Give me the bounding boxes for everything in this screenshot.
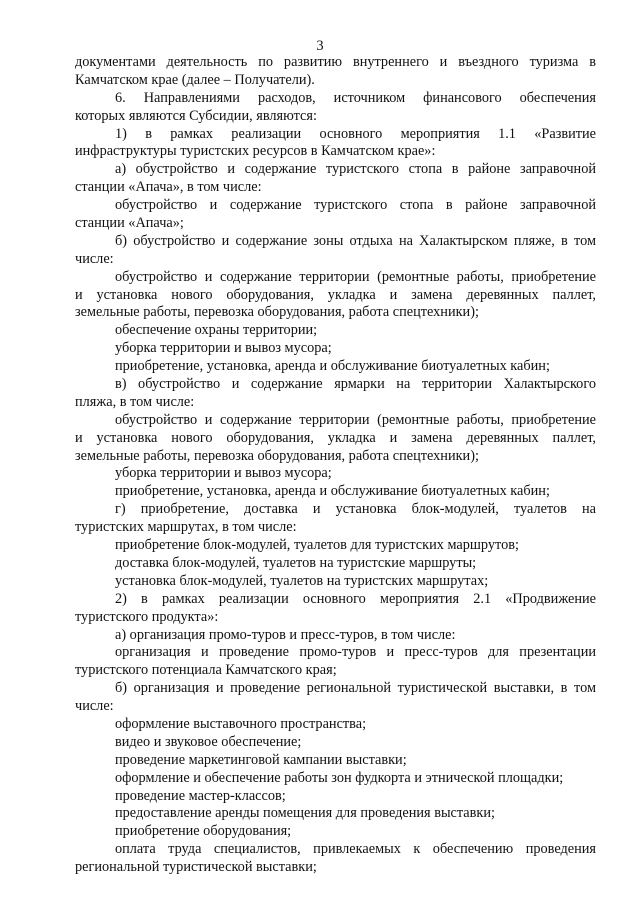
document-body (75, 54, 596, 877)
text-line: а) обустройство и содержание туристского стопа в районе заправочной (115, 161, 596, 178)
text-line: и установка нового оборудования, укладка и замена деревянных паллет, (75, 286, 596, 303)
text-line: земельные работы, перевозка оборудования, работа спецтехники); (75, 304, 479, 321)
text-line: обеспечение охраны территории; (115, 322, 318, 339)
text-line: видео и звуковое обеспечение; (115, 733, 302, 750)
text-line: б) организация и проведение региональной туристической выставки, в том (115, 680, 596, 697)
text-line: обустройство и содержание территории (ремонтные работы, приобретение (115, 411, 596, 428)
text-line: уборка территории и вывоз мусора; (115, 465, 332, 482)
text-line: станции «Апача», в том числе: (75, 179, 262, 196)
text-line: региональной туристической выставки; (75, 859, 317, 876)
text-line: пляжа, в том числе: (75, 393, 195, 410)
text-line: уборка территории и вывоз мусора; (115, 340, 332, 357)
text-line: в) обустройство и содержание ярмарки на территории Халактырского (115, 376, 596, 393)
text-line: документами деятельность по развитию внутреннего и въездного туризма в (75, 54, 596, 70)
text-line: приобретение, установка, аренда и обслуживание биотуалетных кабин; (115, 483, 550, 500)
page-number: 3 (316, 38, 324, 54)
text-line: туристских маршрутах, в том числе: (75, 519, 297, 536)
text-line: станции «Апача»; (75, 215, 184, 232)
text-line: туристского продукта»: (75, 608, 219, 625)
text-line: приобретение оборудования; (115, 823, 292, 840)
text-line: Камчатском крае (далее – Получатели). (75, 71, 315, 88)
text-line: оформление и обеспечение работы зон фудкорта и этнической площадки; (115, 769, 564, 786)
text-line: 6. Направлениями расходов, источником финансового обеспечения (115, 89, 596, 106)
text-line: а) организация промо-туров и пресс-туров, в том числе: (115, 626, 456, 643)
text-line: приобретение блок-модулей, туалетов для туристских маршрутов; (115, 537, 519, 554)
text-line: числе: (75, 250, 114, 267)
text-line: земельные работы, перевозка оборудования, работа спецтехники); (75, 447, 479, 464)
text-line: установка блок-модулей, туалетов на туристских маршрутах; (115, 572, 489, 589)
text-line: оплата труда специалистов, привлекаемых к обеспечению проведения (115, 841, 596, 858)
text-line: 2) в рамках реализации основного мероприятия 2.1 «Продвижение (115, 590, 596, 607)
text-line: проведение маркетинговой кампании выставки; (115, 751, 407, 768)
text-line: оформление выставочного пространства; (115, 715, 367, 732)
text-line: числе: (75, 698, 114, 715)
text-line: проведение мастер-классов; (115, 787, 286, 804)
text-line: предоставление аренды помещения для проведения выставки; (115, 805, 495, 822)
text-line: б) обустройство и содержание зоны отдыха на Халактырском пляже, в том (115, 232, 596, 249)
text-line: приобретение, установка, аренда и обслуживание биотуалетных кабин; (115, 358, 550, 375)
text-line: обустройство и содержание территории (ремонтные работы, приобретение (115, 268, 596, 285)
text-line: которых являются Субсидии, являются: (75, 107, 317, 124)
text-line: обустройство и содержание туристского стопа в районе заправочной (115, 197, 596, 214)
text-line: инфраструктуры туристских ресурсов в Камчатском крае»: (75, 143, 436, 160)
text-line: и установка нового оборудования, укладка и замена деревянных паллет, (75, 429, 596, 446)
text-line: 1) в рамках реализации основного мероприятия 1.1 «Развитие (115, 125, 596, 142)
text-line: организация и проведение промо-туров и пресс-туров для презентации (115, 644, 596, 661)
text-line: туристского потенциала Камчатского края; (75, 662, 337, 679)
text-line: доставка блок-модулей, туалетов на туристские маршруты; (115, 554, 477, 571)
text-line: г) приобретение, доставка и установка блок-модулей, туалетов на (115, 501, 596, 518)
